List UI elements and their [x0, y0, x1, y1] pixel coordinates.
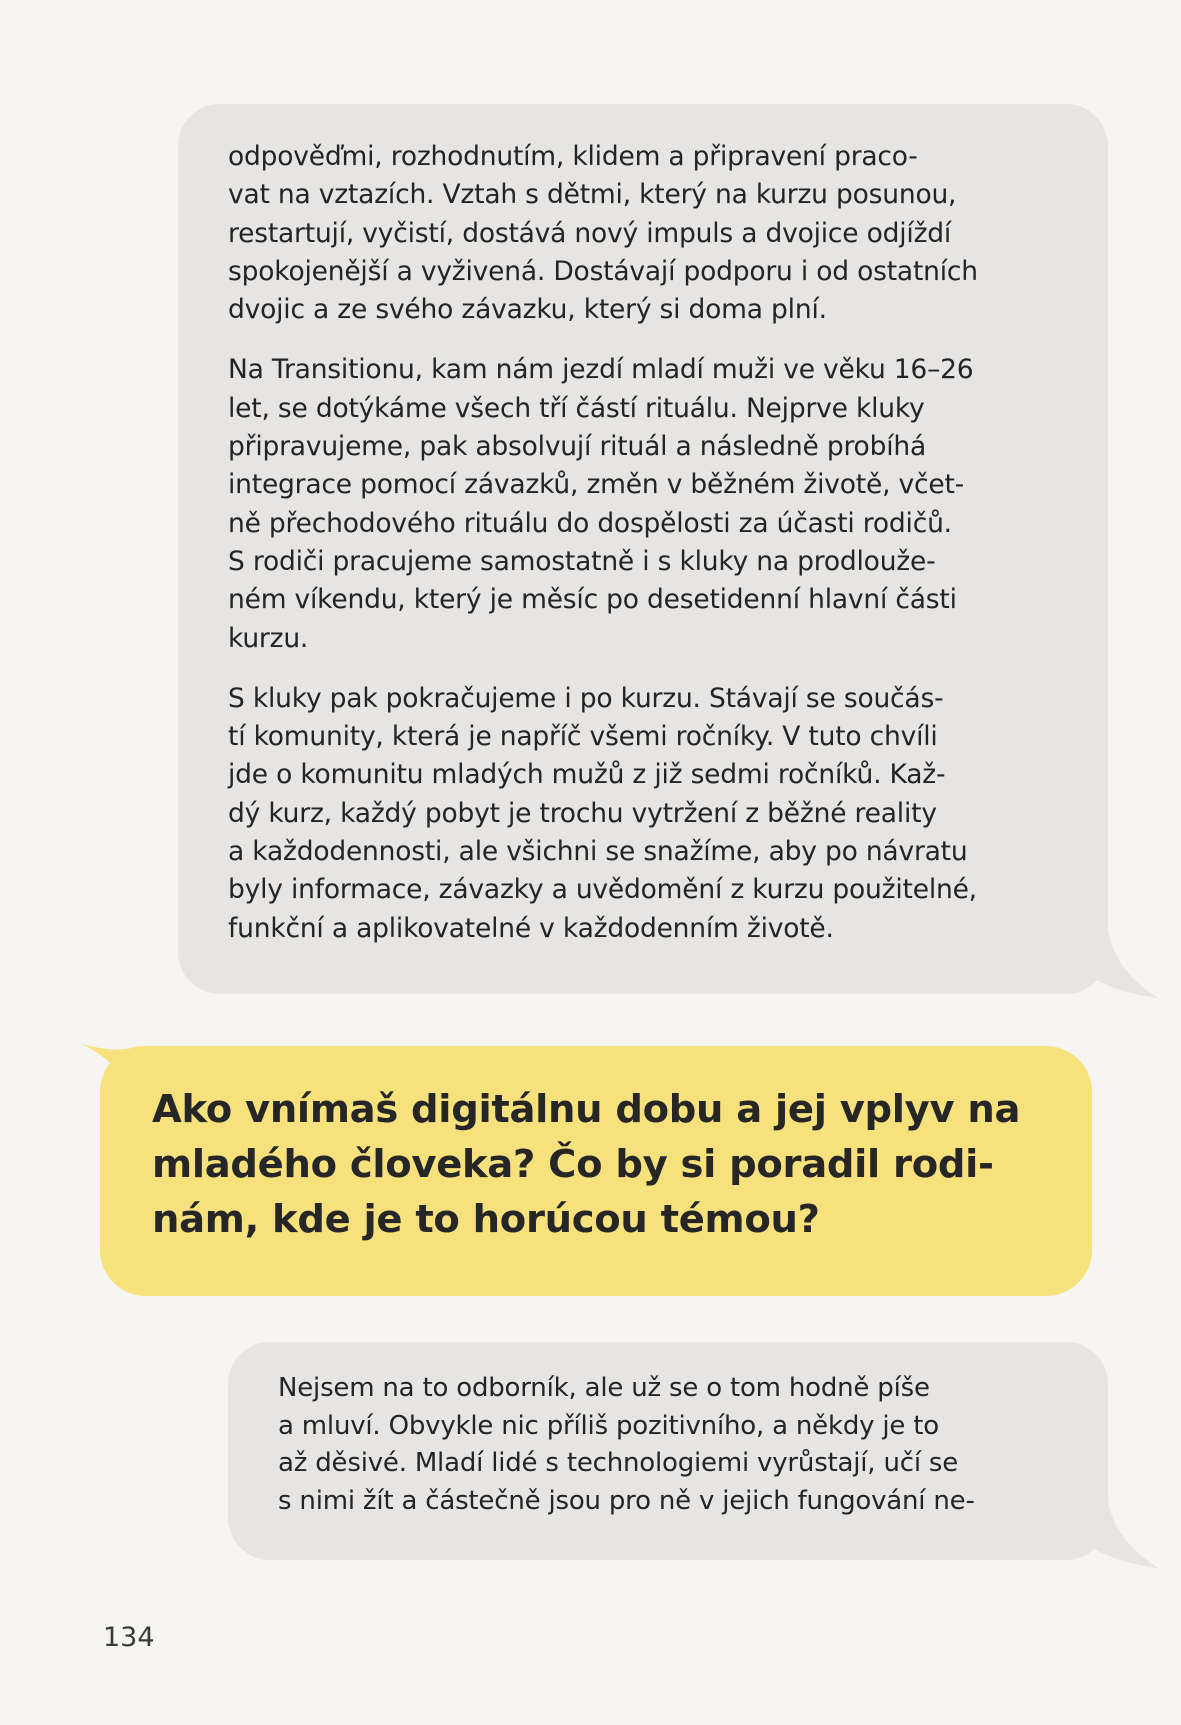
bubble-tail-question — [78, 1040, 168, 1120]
paragraph-2: Na Transitionu, kam nám jezdí mladí muži ve věku 16–26 let, se dotýkáme všech tří částí rituálu. Nejprve kluky připravujeme, pak absolvují rituál a následně probíhá integrace pomocí závazků, změn v běžném životě, včet- ně přechodového rituálu do dospělosti za účasti rodičů. S rodiči pracujeme samostatně i s kluky na prodlouže- ném víkendu, který je měsíc po desetidenní hlavní části kurzu. — [228, 354, 974, 654]
question-text: Ako vnímaš digitálnu dobu a jej vplyv na mladého človeka? Čo by si poradil rodi- nám, kde je to horúcou témou? — [152, 1087, 1021, 1242]
answer-bubble-bottom — [228, 1342, 1108, 1560]
answer-text-bottom — [278, 1370, 1060, 1520]
paragraph-4: Nejsem na to odborník, ale už se o tom hodně píše a mluví. Obvykle nic příliš pozitivního, a někdy je to až děsivé. Mladí lidé s technologiemi vyrůstají, učí se s nimi žít a částečně jsou pro ně v jejich fungování ne- — [278, 1373, 975, 1516]
question-bubble — [100, 1046, 1092, 1296]
bubble-tail-top — [1080, 930, 1160, 1010]
page-number: 134 — [103, 1622, 155, 1653]
answer-text-top — [228, 138, 1058, 948]
paragraph-3: S kluky pak pokračujeme i po kurzu. Stávají se součás- tí komunity, která je napříč všemi ročníky. V tuto chvíli jde o komunitu mladých mužů z již sedmi ročníků. Kaž- dý kurz, každý pobyt je trochu vytržení z běžné reality a každodennosti, ale všichni se snažíme, aby po návratu byly informace, závazky a uvědomění z kurzu použitelné, funkční a aplikovatelné v každodenním životě. — [228, 682, 977, 944]
bubble-tail-bottom — [1080, 1500, 1160, 1580]
answer-bubble-top — [178, 104, 1108, 994]
paragraph-1: odpověďmi, rozhodnutím, klidem a připravení praco- vat na vztazích. Vztah s dětmi, který na kurzu posunou, restartují, vyčistí, dostává nový impuls a dvojice odjíždí spokojenější a vyživená. Dostávají podporu i od ostatních dvojic a ze svého závazku, který si doma plní. — [228, 141, 978, 326]
